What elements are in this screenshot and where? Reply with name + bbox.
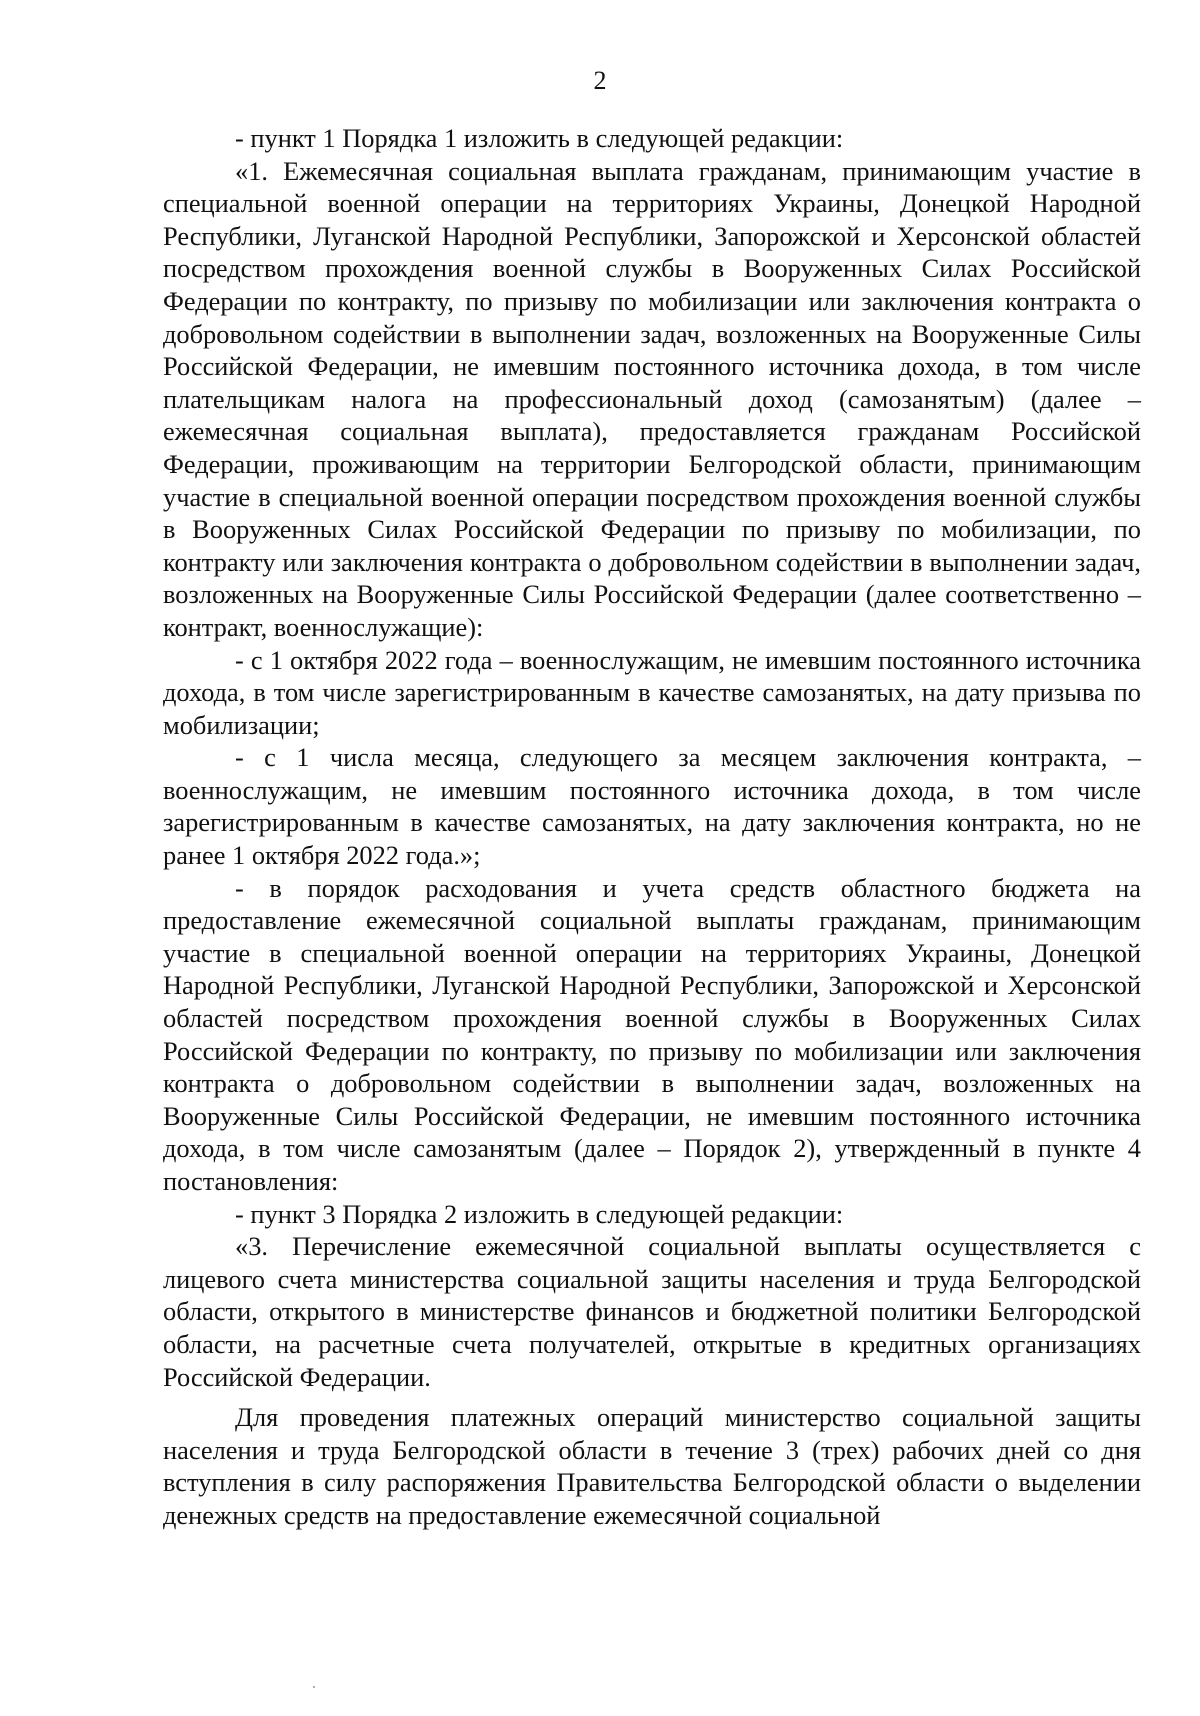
document-body bbox=[163, 122, 1141, 1532]
paragraph-point-3-text: «3. Перечисление ежемесячной социальной выплаты осуществляется с лицевого счета министерства социальной защиты населения и труда Белгородской области, открытого в министерстве финансов и бюджетной политики Белгородской области, на расчетные счета получателей, открытые в кредитных организациях Российской Федерации. bbox=[163, 1231, 1141, 1392]
paragraph-amend-point-1: - пункт 1 Порядка 1 изложить в следующей редакции: bbox=[235, 123, 844, 153]
page-number: 2 bbox=[593, 66, 607, 95]
paragraph-point-1-text: «1. Ежемесячная социальная выплата гражданам, принимающим участие в специальной военной операции на территориях Украины, Донецкой Народной Республики, Луганской Народной Республики, Запорожской и Херсонской областей посредством прохождения военной службы в Вооруженных Силах Российской Федерации по контракту, по призыву по мобилизации или заключения контракта о добровольном содействии в выполнении задач, возложенных на Вооруженные Силы Российской Федерации, не имевшим постоянного источника дохода, в том числе плательщикам налога на профессиональный доход (самозанятым) (далее – ежемесячная социальная выплата), предоставляется гражданам Российской Федерации, проживающим на территории Белгородской области, принимающим участие в специальной военной операции посредством прохождения военной службы в Вооруженных Силах Российской Федерации по призыву по мобилизации, по контракту или заключения контракта о добровольном содействии в выполнении задач, возложенных на Вооруженные Силы Российской Федерации (далее соответственно – контракт, военнослужащие): bbox=[163, 155, 1141, 642]
paragraph-payment-operations: Для проведения платежных операций министерство социальной защиты населения и труда Белгородской области в течение 3 (трех) рабочих дней со дня вступления в силу распоряжения Правительства Белгородской области о выделении денежных средств на предоставление ежемесячной социальной bbox=[163, 1402, 1141, 1530]
paragraph-order-2-intro: - в порядок расходования и учета средств областного бюджета на предоставление ежемесячной социальной выплаты гражданам, принимающим участие в специальной военной операции на территориях Украины, Донецкой Народной Республики, Луганской Народной Республики, Запорожской и Херсонской областей посредством прохождения военной службы в Вооруженных Силах Российской Федерации по контракту, по призыву по мобилизации или заключения контракта о добровольном содействии в выполнении задач, возложенных на Вооруженные Силы Российской Федерации, не имевшим постоянного источника дохода, в том числе самозанятым (далее – Порядок 2), утвержденный в пункте 4 постановления: bbox=[163, 872, 1141, 1196]
scan-speck bbox=[313, 1686, 315, 1688]
paragraph-amend-point-3: - пункт 3 Порядка 2 изложить в следующей редакции: bbox=[235, 1198, 844, 1229]
paragraph-from-contract-month: - с 1 числа месяца, следующего за месяцем заключения контракта, – военнослужащим, не имевшим постоянного источника дохода, в том числе зарегистрированным в качестве самозанятых, на дату заключения контракта, но не ранее 1 октября 2022 года.»; bbox=[163, 742, 1141, 871]
paragraph-from-october-2022: - с 1 октября 2022 года – военнослужащим, не имевшим постоянного источника дохода, в том числе зарегистрированным в качестве самозанятых, на дату призыва по мобилизации; bbox=[163, 644, 1141, 740]
